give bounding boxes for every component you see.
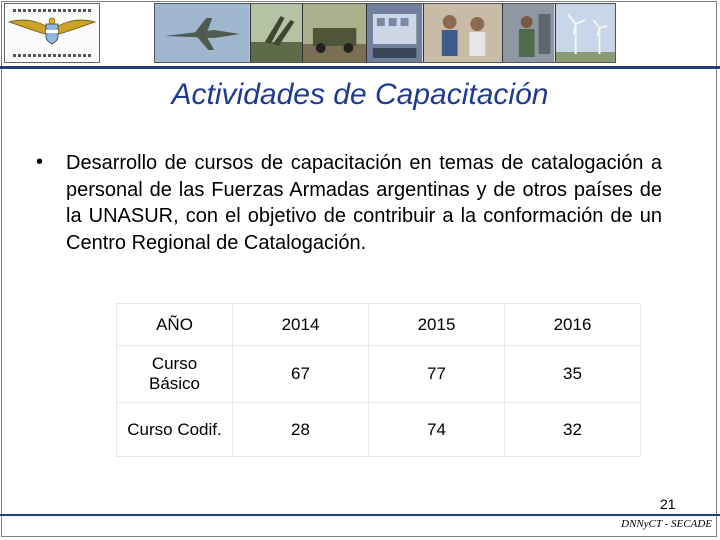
- table-cell: 67: [233, 346, 369, 403]
- military-vehicle-photo-icon: [303, 4, 367, 62]
- row-label-line: Curso: [151, 354, 198, 373]
- bullet-paragraph: Desarrollo de cursos de capacitación en temas de catalogación a personal de las Fuerzas Armadas argentinas y de otros países de la UNASUR, con el objetivo de contribuir a la conformación de un Centro Regional de Catalogación.: [66, 152, 662, 254]
- wind-turbines-photo-icon: [556, 4, 615, 62]
- table-cell: 32: [505, 403, 641, 457]
- row-label-line: Básico: [148, 374, 201, 393]
- footer-divider: [0, 514, 720, 516]
- table-cell: 28: [233, 403, 369, 457]
- page-number: 21: [660, 496, 676, 512]
- lab-equipment-photo-icon: [367, 4, 423, 62]
- anti-aircraft-gun-photo-icon: [251, 4, 303, 62]
- workshop-photo-icon: [503, 4, 555, 62]
- row-label-cell: Curso Codif.: [117, 403, 233, 457]
- header-banner: [0, 0, 720, 68]
- row-label-cell: [117, 346, 233, 403]
- table-header-cell: 2016: [505, 304, 641, 346]
- photo-strip: [154, 3, 616, 63]
- bullet-marker: •: [36, 151, 44, 173]
- table-cell: 35: [505, 346, 641, 403]
- logo-bottom-text-line: [13, 54, 93, 57]
- table-row: [117, 346, 641, 403]
- slide-title: Actividades de Capacitación: [171, 78, 549, 111]
- footer-label: DNNyCT - SECADE: [621, 518, 712, 530]
- table-cell: 77: [369, 346, 505, 403]
- table-header-cell: AÑO: [117, 304, 233, 346]
- logo: [4, 3, 100, 63]
- technicians-photo-icon: [424, 4, 504, 62]
- table-row: [117, 403, 641, 457]
- header-divider: [0, 66, 720, 69]
- table-header-cell: 2014: [233, 304, 369, 346]
- training-table: [116, 303, 641, 457]
- aircraft-photo-icon: [155, 4, 251, 62]
- table-header-cell: 2015: [369, 304, 505, 346]
- table-header-row: [117, 304, 641, 346]
- table-cell: 74: [369, 403, 505, 457]
